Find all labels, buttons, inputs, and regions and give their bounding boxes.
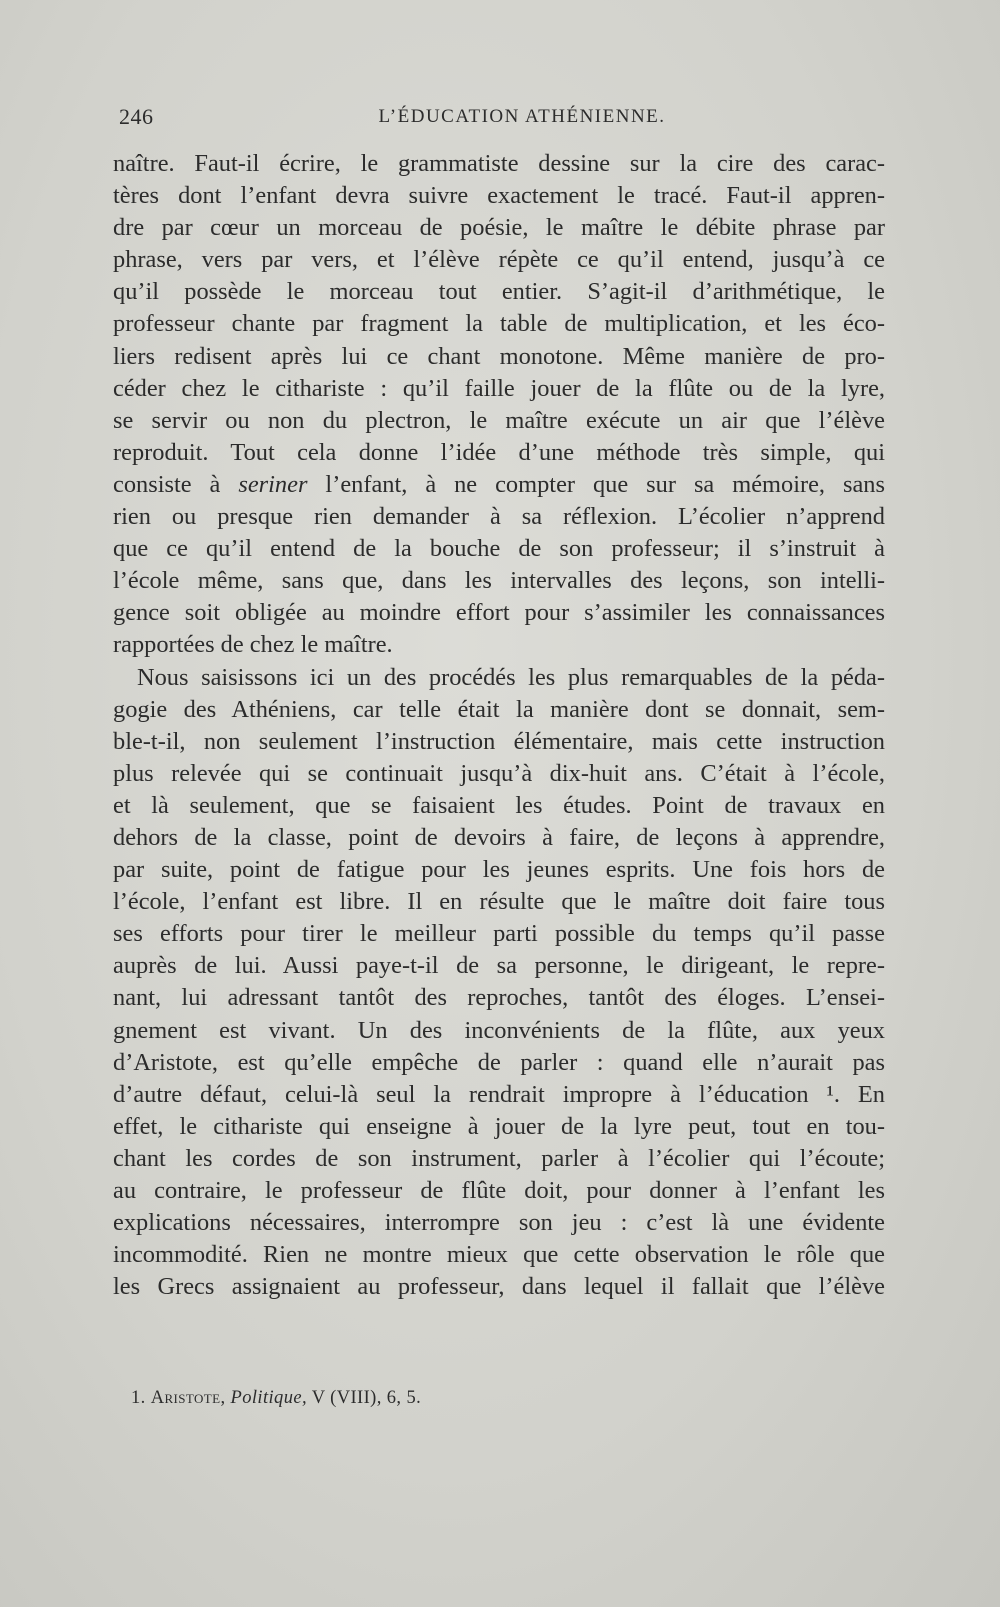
text-line: dehors de la classe, point de devoirs à faire, de leçons à apprendre, bbox=[113, 823, 885, 851]
text-line: gnement est vivant. Un des inconvénients de la flûte, aux yeux bbox=[113, 1016, 885, 1044]
text-line: et là seulement, que se faisaient les études. Point de travaux en bbox=[113, 791, 885, 819]
text-line: auprès de lui. Aussi paye-t-il de sa personne, le dirigeant, le repre- bbox=[113, 952, 885, 980]
text-line: l’école, l’enfant est libre. Il en résulte que le maître doit faire tous bbox=[113, 888, 885, 916]
text-line: plus relevée qui se continuait jusqu’à dix-huit ans. C’était à l’école, bbox=[113, 759, 885, 787]
text-line: incommodité. Rien ne montre mieux que cette observation le rôle que bbox=[113, 1241, 885, 1269]
text-line: que ce qu’il entend de la bouche de son professeur; il s’instruit à bbox=[113, 535, 885, 563]
text-line: céder chez le cithariste : qu’il faille jouer de la flûte ou de la lyre, bbox=[113, 374, 885, 402]
text-line: qu’il possède le morceau tout entier. S’agit-il d’arithmétique, le bbox=[113, 278, 885, 306]
footnote-author: Aristote, bbox=[150, 1388, 226, 1408]
footnote-reference: V (VIII), 6, 5. bbox=[311, 1388, 422, 1408]
text-line: professeur chante par fragment la table de multiplication, et les éco- bbox=[113, 310, 885, 338]
text-line: d’autre défaut, celui-là seul la rendrait impropre à l’éducation ¹. En bbox=[113, 1080, 885, 1108]
text-line: naître. Faut-il écrire, le grammatiste dessine sur la cire des carac- bbox=[113, 150, 885, 177]
text-line: se servir ou non du plectron, le maître exécute un air que l’élève bbox=[113, 406, 885, 434]
text-segment: l’enfant, à ne compter que sur sa mémoire, sans bbox=[307, 470, 885, 498]
text-line-with-emphasis bbox=[113, 469, 885, 501]
running-title: L’ÉDUCATION ATHÉNIENNE. bbox=[378, 106, 666, 127]
text-line: l’école même, sans que, dans les intervalles des leçons, son intelli- bbox=[113, 567, 885, 595]
text-line: ble-t-il, non seulement l’instruction élémentaire, mais cette instruction bbox=[113, 727, 885, 755]
text-line: nant, lui adressant tantôt des reproches, tantôt des éloges. L’ensei- bbox=[113, 984, 885, 1012]
text-line: dre par cœur un morceau de poésie, le maître le débite phrase par bbox=[113, 214, 885, 242]
text-line: d’Aristote, est qu’elle empêche de parler : quand elle n’aurait pas bbox=[113, 1048, 885, 1076]
body-text bbox=[113, 148, 885, 1303]
text-line: par suite, point de fatigue pour les jeunes esprits. Une fois hors de bbox=[113, 856, 885, 884]
text-line: les Grecs assignaient au professeur, dans lequel il fallait que l’élève bbox=[113, 1273, 885, 1301]
emphasis-word: seriner bbox=[238, 470, 308, 498]
text-segment: consiste à bbox=[113, 470, 239, 498]
text-line: chant les cordes de son instrument, parler à l’écolier qui l’écoute; bbox=[113, 1144, 885, 1172]
text-line: explications nécessaires, interrompre son jeu : c’est là une évidente bbox=[113, 1209, 885, 1237]
text-line: gence soit obligée au moindre effort pour s’assimiler les connaissances bbox=[113, 599, 885, 627]
text-line: tères dont l’enfant devra suivre exactement le tracé. Faut-il appren- bbox=[113, 182, 885, 210]
page-number: 246 bbox=[119, 104, 154, 129]
footnote bbox=[131, 1388, 421, 1409]
text-line: reproduit. Tout cela donne l’idée d’une méthode très simple, qui bbox=[113, 438, 885, 466]
footnote-work: Politique, bbox=[230, 1388, 307, 1408]
text-line: effet, le cithariste qui enseigne à jouer de la lyre peut, tout en tou- bbox=[113, 1112, 885, 1140]
text-line: rapportées de chez le maître. bbox=[113, 631, 393, 659]
text-line: ses efforts pour tirer le meilleur parti possible du temps qu’il passe bbox=[113, 920, 885, 948]
page-header bbox=[119, 104, 885, 134]
text-line: liers redisent après lui ce chant monotone. Même manière de pro- bbox=[113, 342, 885, 370]
footnote-number: 1. bbox=[131, 1388, 146, 1408]
text-line: phrase, vers par vers, et l’élève répète ce qu’il entend, jusqu’à ce bbox=[113, 246, 885, 274]
text-line: Nous saisissons ici un des procédés les plus remarquables de la péda- bbox=[137, 663, 885, 691]
text-line: gogie des Athéniens, car telle était la manière dont se donnait, sem- bbox=[113, 695, 885, 723]
text-line: rien ou presque rien demander à sa réflexion. L’écolier n’apprend bbox=[113, 503, 885, 531]
text-line: au contraire, le professeur de flûte doit, pour donner à l’enfant les bbox=[113, 1177, 885, 1204]
